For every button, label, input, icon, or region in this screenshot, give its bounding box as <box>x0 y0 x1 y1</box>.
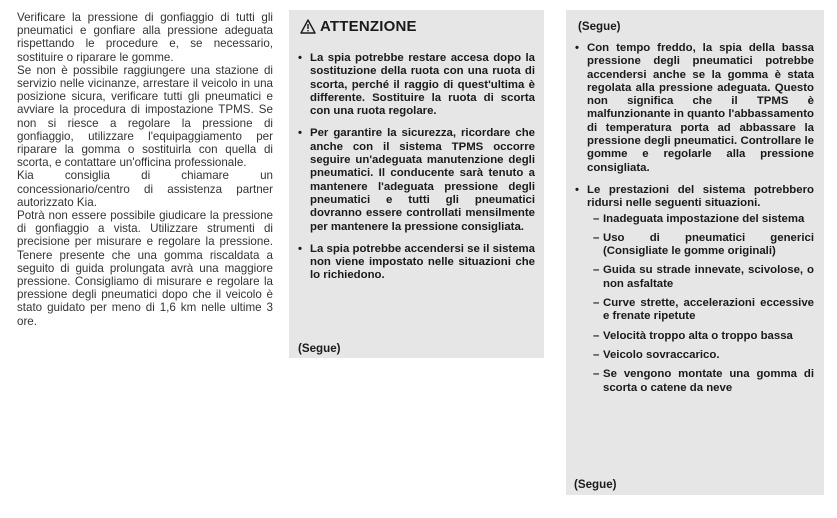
continued-label: (Segue) <box>298 342 341 355</box>
performance-intro: Le prestazioni del sistema potrebbero ridursi nelle seguenti situazioni. <box>587 183 814 210</box>
sub-item: – Curve strette, accelerazioni eccessive e frenate ripetute <box>587 297 814 324</box>
sub-item: – Veicolo sovraccarico. <box>587 349 814 362</box>
continued-warning-box <box>566 10 824 495</box>
continued-bottom-label: (Segue) <box>574 478 617 491</box>
sub-item: – Velocità troppo alta o troppo bassa <box>587 330 814 343</box>
warning-item: • La spia potrebbe restare accesa dopo la sostituzione della ruota con una ruota di scorta, perché il raggio di quest'ultima è differente. Sostituire la ruota di scorta con una ruota regolare. <box>297 52 535 118</box>
warning-item: • Per garantire la sicurezza, ricordare che anche con il sistema TPMS occorre seguire un'adeguata manutenzione degli pneumatici. Il conducente sarà tenuto a mantenere l'adeguata pressione degli pneumatici e tutti gli pneumatici dovranno essere controllati mensilmente per mantenere la pressione consigliata. <box>297 127 535 233</box>
continued-top-label: (Segue) <box>578 20 621 33</box>
sub-item: – Uso di pneumatici generici (Consigliate le gomme originali) <box>587 232 814 259</box>
warning-item-cold-weather: • Con tempo freddo, la spia della bassa pressione degli pneumatici potrebbe accendersi anche se la gomma è stata regolata alla pressione adeguata. Questo non significa che il TPMS è malfunzionante in quanto l'abbassamento di temperatura porta ad abbassare la pressione degli pneumatici. Controllare le gomme e regolarle alla pressione consigliata. <box>574 42 814 175</box>
paragraph-measure-pressure: Potrà non essere possibile giudicare la pressione di gonfiaggio a vista. Utilizzare strumenti di precisione per misurare e regolare la pressione. Tenere presente che una gomma riscaldata a seguito di guida prolungata avrà una maggiore pressione. Consigliamo di misurare e regolare la pressione degli pneumatici dopo che il veicolo è stato guidato per meno di 1,6 km nelle ultime 3 ore. <box>17 209 273 328</box>
warning-triangle-icon <box>300 19 316 34</box>
warning-item: • La spia potrebbe accendersi se il sistema non viene impostato nelle situazioni che lo richiedono. <box>297 243 535 283</box>
warning-title <box>300 18 417 35</box>
situations-sublist <box>587 213 814 395</box>
sub-item: – Se vengono montate una gomma di scorta o catene da neve <box>587 368 814 395</box>
warning-item-performance <box>574 184 814 395</box>
paragraph-kia-dealer: Kia consiglia di chiamare un concessionario/centro di assistenza partner autorizzato Kia. <box>17 169 273 209</box>
warning-title-text: ATTENZIONE <box>320 18 417 35</box>
sub-item: – Guida su strade innevate, scivolose, o non asfaltate <box>587 264 814 291</box>
continued-list <box>574 42 814 404</box>
paragraph-check-pressure: Verificare la pressione di gonfiaggio di tutti gli pneumatici e gonfiare alla pressione adeguata rispettando le procedure e, se necessario, sostituire o riparare le gomme. <box>17 11 273 64</box>
warning-list <box>297 52 535 292</box>
paragraph-no-station: Se non è possibile raggiungere una stazione di servizio nelle vicinanze, arrestare il veicolo in una posizione sicura, verificare tutti gli pneumatici e avviare la procedura di impostazione TPMS. Se non si riesce a regolare la pressione di gonfiaggio, utilizzare l'equipaggiamento per riparare la gomma o sostituirla con quella di scorta, e contattare un'officina professionale. <box>17 63 273 170</box>
warning-box <box>289 10 544 358</box>
left-column-text <box>17 11 273 328</box>
sub-item: – Inadeguata impostazione del sistema <box>587 213 814 226</box>
